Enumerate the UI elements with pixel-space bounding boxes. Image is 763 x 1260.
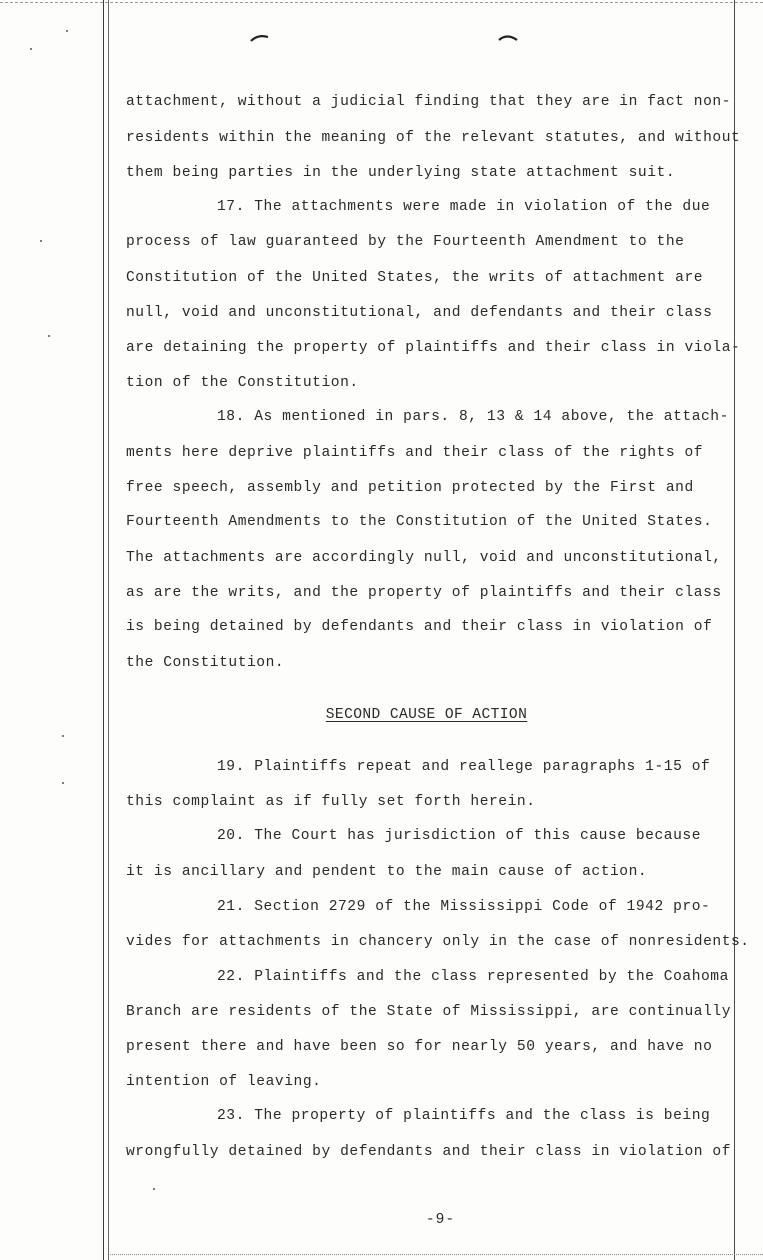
punch-hole-mark	[498, 34, 518, 42]
scan-speck	[153, 1188, 155, 1190]
page-bottom-edge	[110, 1254, 763, 1255]
text-line: Fourteenth Amendments to the Constitution of the United States.	[126, 514, 713, 530]
text-line: is being detained by defendants and their class in violation of	[126, 619, 713, 635]
paragraph-20-start: 20. The Court has jurisdiction of this cause because	[217, 828, 701, 844]
punch-hole-mark	[250, 34, 270, 42]
scan-speck	[40, 240, 42, 242]
text-line: as are the writs, and the property of plaintiffs and their class	[126, 585, 722, 601]
paragraph-19-start: 19. Plaintiffs repeat and reallege paragraphs 1-15 of	[217, 759, 711, 775]
text-line: tion of the Constitution.	[126, 375, 359, 391]
text-line: process of law guaranteed by the Fourteenth Amendment to the	[126, 234, 685, 250]
paragraph-17-start: 17. The attachments were made in violation of the due	[217, 199, 711, 215]
text-line: the Constitution.	[126, 655, 285, 671]
page-number: -9-	[425, 1212, 456, 1228]
text-line: them being parties in the underlying state attachment suit.	[126, 165, 676, 181]
paragraph-22-start: 22. Plaintiffs and the class represented by the Coahoma	[217, 969, 729, 985]
text-line: vides for attachments in chancery only in the case of nonresidents.	[126, 934, 750, 950]
scan-speck	[62, 735, 64, 737]
text-line: Constitution of the United States, the writs of attachment are	[126, 270, 704, 286]
scan-speck	[48, 335, 50, 337]
text-line: present there and have been so for nearly 50 years, and have no	[126, 1039, 713, 1055]
text-line: intention of leaving.	[126, 1074, 322, 1090]
scan-speck	[62, 782, 64, 784]
page-top-edge	[0, 2, 763, 3]
left-margin-rule	[103, 0, 104, 1260]
section-heading-text: SECOND CAUSE OF ACTION	[325, 707, 528, 723]
section-heading	[0, 706, 763, 724]
paragraph-18-start: 18. As mentioned in pars. 8, 13 & 14 above, the attach-	[217, 409, 729, 425]
text-line: it is ancillary and pendent to the main cause of action.	[126, 864, 648, 880]
text-line: this complaint as if fully set forth herein.	[126, 794, 536, 810]
text-line: residents within the meaning of the relevant statutes, and without	[126, 130, 741, 146]
right-margin-rule	[734, 0, 735, 1260]
left-margin-rule-inner	[108, 0, 109, 1260]
paragraph-21-start: 21. Section 2729 of the Mississippi Code of 1942 pro-	[217, 899, 711, 915]
text-line: ments here deprive plaintiffs and their class of the rights of	[126, 445, 704, 461]
paragraph-23-start: 23. The property of plaintiffs and the class is being	[217, 1108, 711, 1124]
text-line: attachment, without a judicial finding that they are in fact non-	[126, 94, 731, 110]
text-line: null, void and unconstitutional, and defendants and their class	[126, 305, 713, 321]
scan-speck	[66, 30, 68, 32]
text-line: wrongfully detained by defendants and their class in violation of	[126, 1144, 731, 1160]
text-line: The attachments are accordingly null, void and unconstitutional,	[126, 550, 722, 566]
text-line: Branch are residents of the State of Mississippi, are continually	[126, 1004, 731, 1020]
scan-speck	[30, 48, 32, 50]
text-line: are detaining the property of plaintiffs and their class in viola-	[126, 340, 741, 356]
text-line: free speech, assembly and petition protected by the First and	[126, 480, 694, 496]
